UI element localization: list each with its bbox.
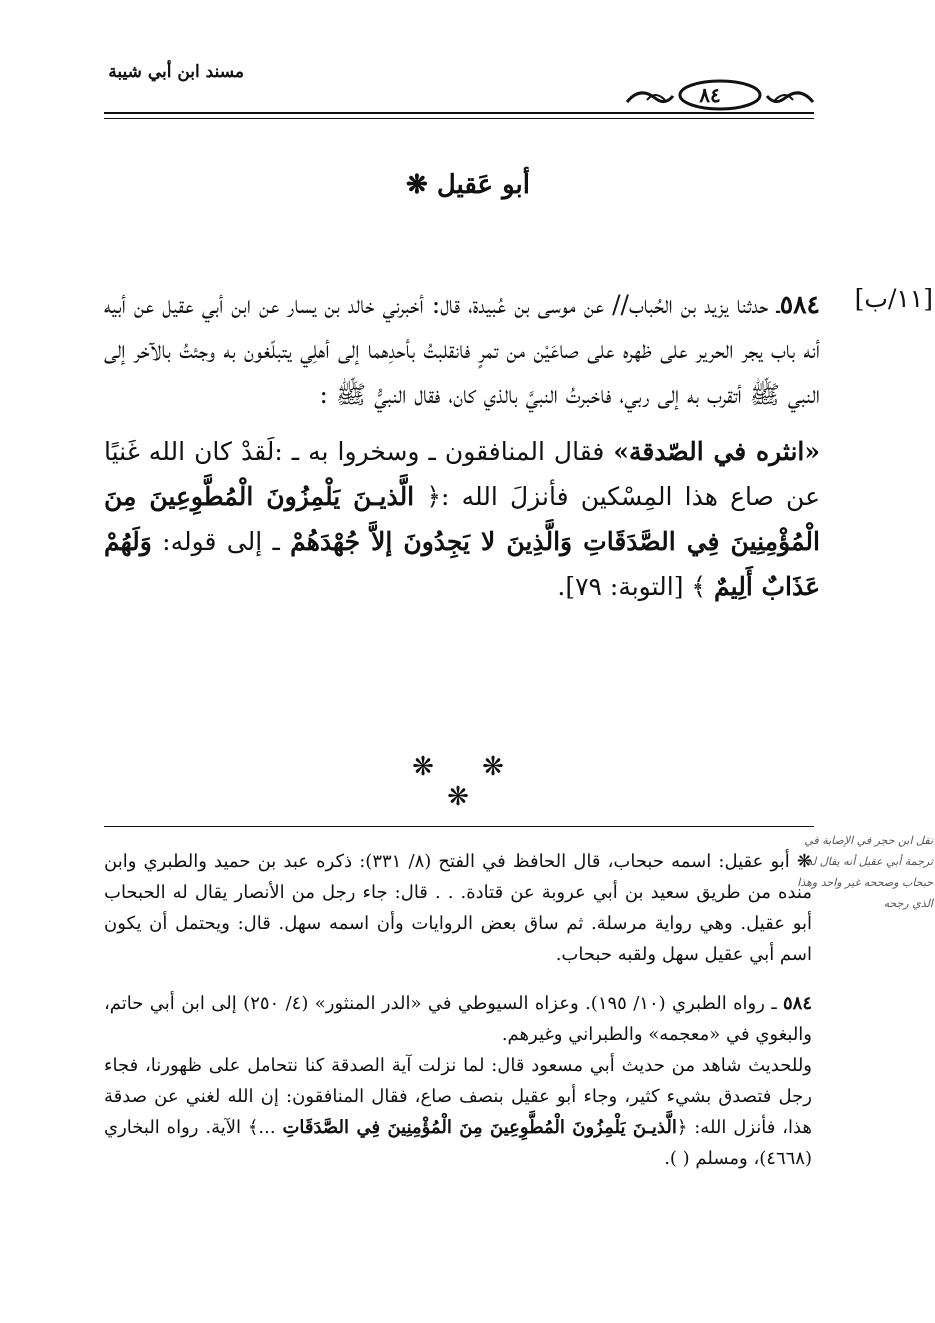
hadith-number: ٥٨٤: [779, 290, 820, 319]
footnote-2-number: ٥٨٤: [782, 993, 812, 1014]
quran-verse-1: الَّذيـنَ يَلْمِزُونَ الْمُطَّوِعِينَ مِنَ الْمُؤْمِنِينَ فِي الصَّدَقَاتِ وَالَّذِينَ لا يَجِدُونَ إلاَّ جُهْدَهُمْ: [104, 482, 820, 556]
hadith-body-4: ﴾ [التوبة: ٧٩].: [557, 572, 715, 601]
page-number: ٨٤: [699, 83, 721, 107]
book-title: مسند ابن أبي شيبة: [108, 62, 244, 82]
section-title: أبو عَقيل ❋: [406, 170, 530, 200]
handwritten-margin-note: نقل ابن حجر في الإصابة في ترجمة أبي عقيل أنه يقال له حبحاب وصححه غير واحد وهذا الذي رجحه: [797, 834, 933, 910]
hadith-paragraph-1: [104, 282, 820, 417]
footnote-rule: [104, 826, 814, 827]
hadith-text: [104, 282, 820, 609]
hadith-chain: ـ حدثنا يزيد بن الحُباب// عن موسى بن عُبيدة، قال:: [431, 290, 780, 319]
footnote-2: [104, 988, 812, 1050]
footnote-1: ❋ أبو عقيل: اسمه حبحاب، قال الحافظ في الفتح (٨/ ٣٣١): ذكره عبد بن حميد والطبري وابن منده من طريق سعيد بن أبي عروبة عن قتادة. . . قال: جاء رجل من الأنصار يقال له الحبحاب أبو عقيل. وهي رواية مرسلة. ثم ساق بعض الروايات وأن اسمه سهل. قال: ويحتمل أن يكون اسم أبي عقيل سهل ولقبه حبحاب.: [104, 851, 812, 965]
section-separator: ❋ ❋ ❋: [412, 752, 524, 812]
hadith-body-1: أخبرني خالد بن يسار عن ابن أبي عقيل عن أبيه أنه باب يجر الحرير على ظهره على صاعَيْن من تمرٍ فانقلبتُ بأحدِهما إلى أهلِي يتبلّغون به وجئتُ بالآخر إلى النبي ﷺ أتقرب به إلى ربي، فاخبرتُ النبيَّ بالذي كان، فقال النبيُّ ﷺ :: [104, 290, 820, 409]
hadith-body-3: ـ إلى قوله:: [151, 527, 291, 556]
manuscript-folio-reference: [١١/ب]: [854, 284, 933, 313]
hadith-body-2: فقال المنافقون ـ وسخروا به ـ :لَقدْ كان الله غَنيًا عن صاع هذا المِسْكين فأنزلَ الله :﴿: [104, 437, 820, 511]
hadith-paragraph-2: [104, 429, 820, 609]
prophet-quote: «انثره في الصّدقة»: [613, 437, 820, 466]
header-rule-thin: [104, 118, 814, 119]
footnote-3-end: ...﴾ الآية. رواه البخاري (٤٦٦٨)، ومسلم ( ).: [104, 1117, 812, 1169]
footnotes: [104, 846, 812, 1174]
footnote-3-quran: الَّذيـنَ يَلْمِزُونَ الْمُطَّوِعِينَ مِنَ الْمُؤْمِنِينَ فِي الصَّدَقَاتِ: [282, 1117, 677, 1138]
footnote-3-text: وللحديث شاهد من حديث أبي مسعود قال: لما نزلت آية الصدقة كنا نتحامل على ظهورنا، فجاء رجل فتصدق بشيء كثير، وجاء أبو عقيل بنصف صاع، فقال المنافقون: إن الله لغني عن صدقة هذا، فأنزل الله: ﴿: [104, 1055, 812, 1138]
quran-verse-2: وَلَهُمْ عَذَابٌ أَلِيمٌ: [104, 527, 820, 601]
header-rule: [104, 112, 814, 114]
footnote-3: [104, 1050, 812, 1174]
footnote-2-text: ـ رواه الطبري (١٠/ ١٩٥). وعزاه السيوطي في «الدر المنثور» (٤/ ٢٥٠) إلى ابن أبي حاتم، والبغوي في «معجمه» والطبراني وغيرهم.: [104, 993, 812, 1045]
